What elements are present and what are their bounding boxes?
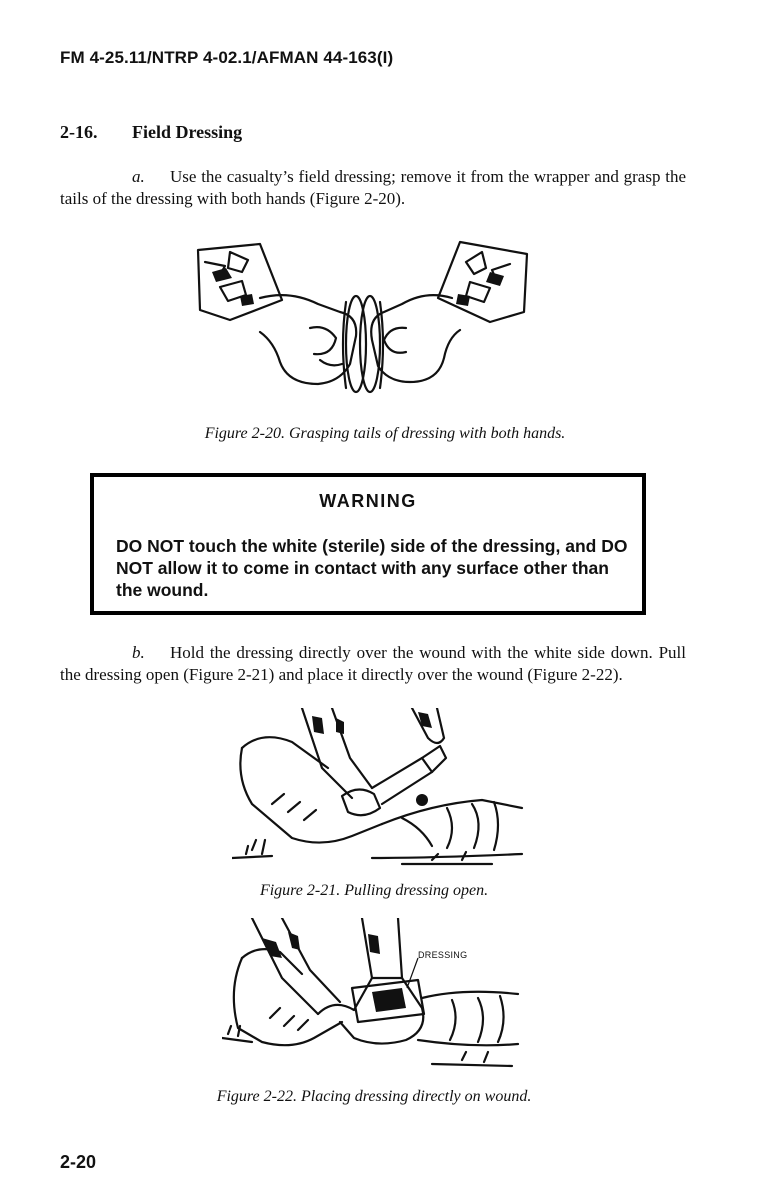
figure-2-21-illustration [232,708,524,870]
dressing-callout-label: DRESSING [418,950,468,960]
page-number: 2-20 [60,1152,97,1172]
figure-2-22-illustration [222,918,522,1076]
running-head: FM 4-25.11/NTRP 4-02.1/AFMAN 44-163(I) [60,48,394,67]
paragraph-a [60,166,686,210]
paragraph-b [60,642,686,686]
paragraph-letter: b. [132,643,145,662]
figure-2-22-caption: Figure 2-22. Placing dressing directly on wound. [216,1088,532,1105]
section-title: Field Dressing [132,122,243,142]
paragraph-letter: a. [132,167,145,186]
section-number: 2-16. [60,122,98,142]
paragraph-text: Use the casualty’s field dressing; remove it from the wrapper and grasp the tails of the dressing with both hands (Figure 2-20). [60,167,686,208]
figure-2-20-caption: Figure 2-20. Grasping tails of dressing with both hands. [204,425,566,442]
warning-title: WARNING [319,491,417,511]
paragraph-text: Hold the dressing directly over the wound with the white side down. Pull the dressing open (Figure 2-21) and place it directly over the wound (Figure 2-22). [60,643,686,684]
warning-box [90,473,646,615]
warning-text: DO NOT touch the white (sterile) side of the dressing, and DO NOT allow it to come in contact with any surface other than the wound. [116,536,628,600]
figure-2-20-illustration [190,232,535,412]
figure-2-21-caption: Figure 2-21. Pulling dressing open. [259,882,489,899]
